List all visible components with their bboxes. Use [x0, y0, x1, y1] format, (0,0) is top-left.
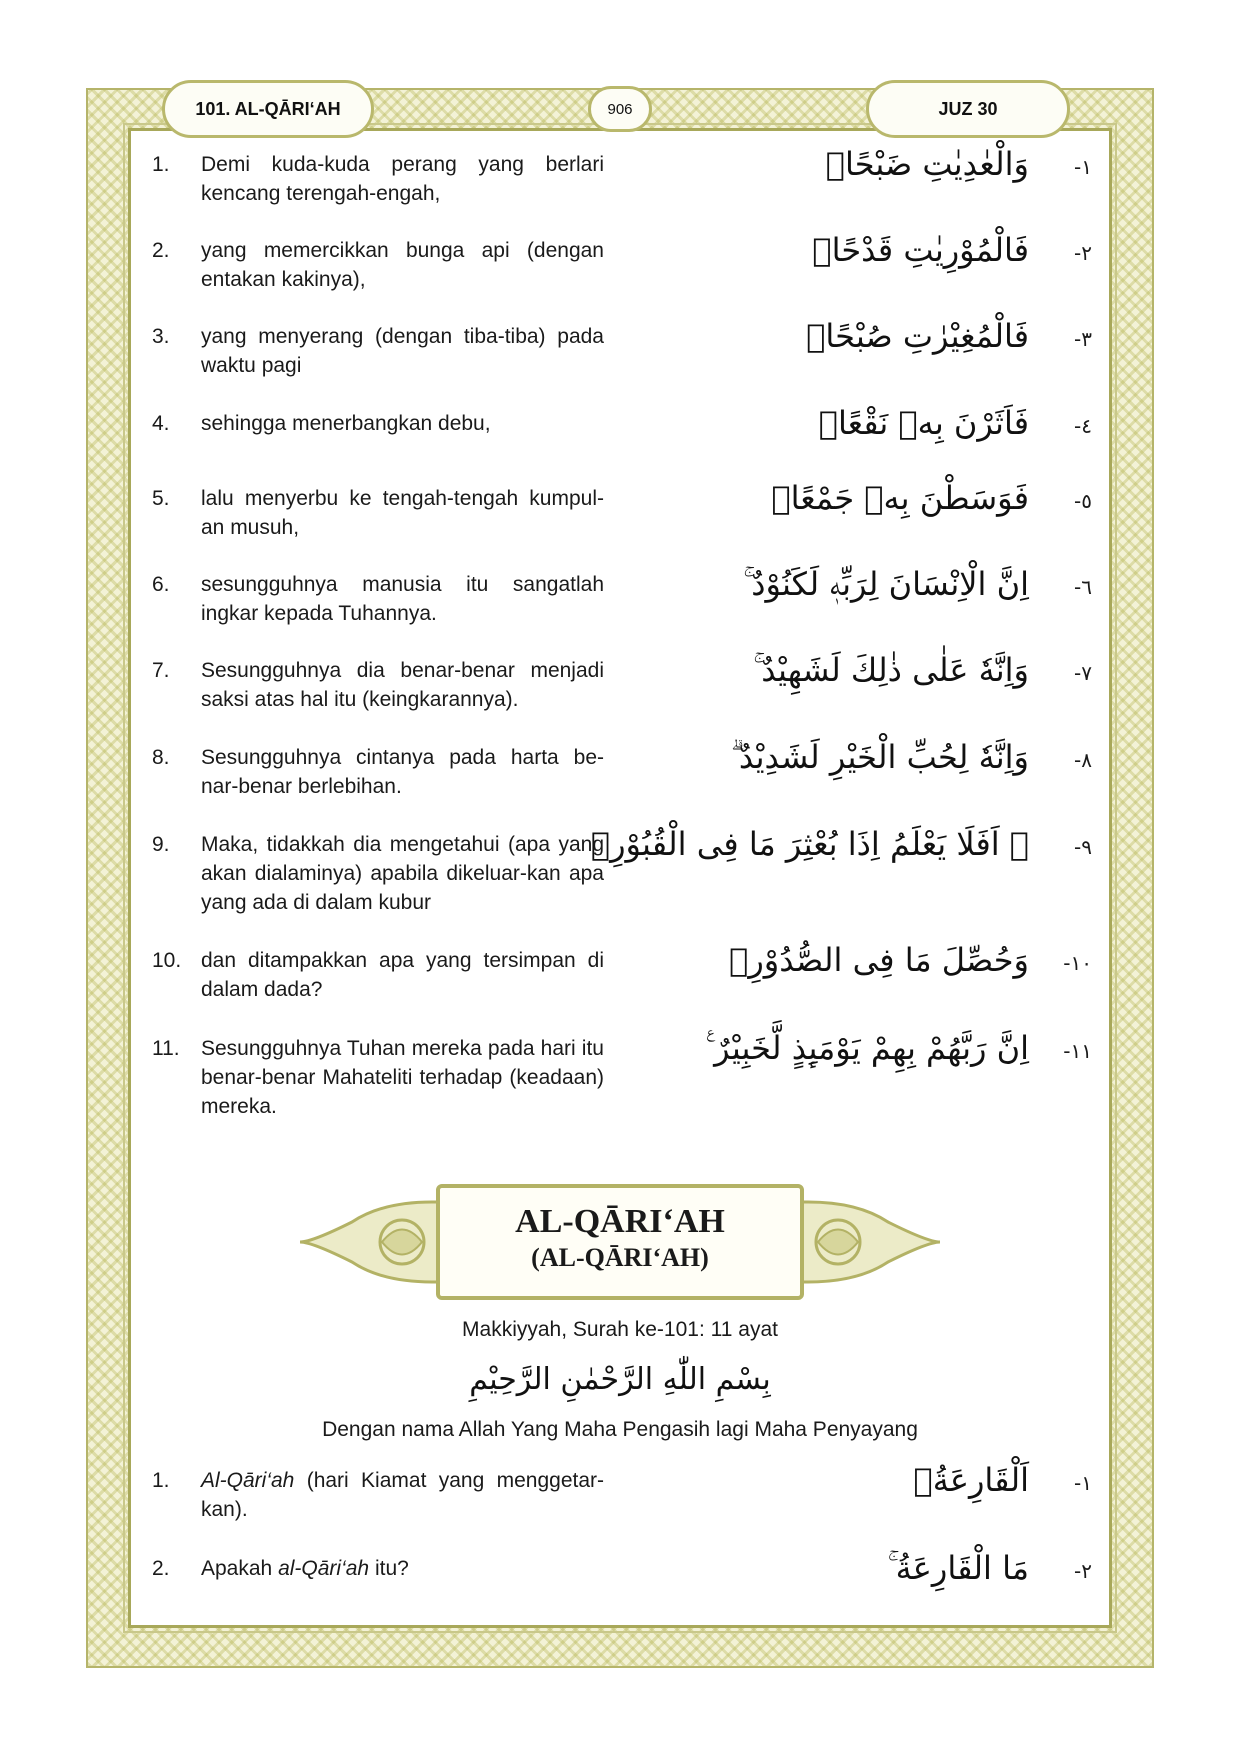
verse-translation: dan ditampakkan apa yang tersimpan di dalam dada? — [201, 949, 604, 1001]
arabic-verse-number: ٩- — [1074, 835, 1092, 859]
surah-title-banner — [292, 1184, 948, 1300]
verse-arabic: وَحُصِّلَ مَا فِى الصُّدُوْرِۙ — [729, 941, 1029, 979]
verse-translation: yang memercikkan bunga api (dengan entakan kakinya), — [201, 239, 604, 291]
verse-arabic: وَاِنَّهٗ عَلٰى ذٰلِكَ لَشَهِيْدٌ ۚ — [753, 651, 1029, 689]
verse-translation: yang menyerang (dengan tiba-tiba) pada waktu pagi — [201, 325, 604, 377]
verse-number: 6. — [152, 573, 170, 596]
surah-title: AL-QĀRI‘AH — [515, 1203, 725, 1240]
arabic-verse-number: ١- — [1074, 155, 1092, 179]
surah-header-label: 101. AL-QĀRI‘AH — [162, 80, 374, 138]
verse-arabic: فَوَسَطْنَ بِهٖ جَمْعًاۙ — [771, 479, 1029, 517]
verse-number: 10. — [152, 949, 182, 972]
arabic-verse-number: ٢- — [1074, 241, 1092, 265]
arabic-verse-number: ١- — [1074, 1471, 1092, 1495]
arabic-verse-number: ١١- — [1063, 1039, 1092, 1063]
verse-number: 8. — [152, 746, 170, 769]
surah-title-plaque — [436, 1184, 804, 1300]
arabic-verse-number: ٧- — [1074, 661, 1092, 685]
verse-arabic: اِنَّ الْاِنْسَانَ لِرَبِّهٖ لَكَنُوْدٌ ۚ — [743, 565, 1029, 603]
arabic-verse-number: ٥- — [1074, 489, 1092, 513]
verse-arabic: اِنَّ رَبَّهُمْ بِهِمْ يَوْمَىِٕذٍ لَّخَبِيْرٌ ࣖ — [706, 1029, 1029, 1067]
verse-translation: Sesungguhnya cintanya pada harta be-nar-benar berlebihan. — [201, 746, 604, 798]
arabic-verse-number: ٣- — [1074, 327, 1092, 351]
arabic-verse-number: ٤- — [1074, 414, 1092, 438]
arabic-verse-number: ٨- — [1074, 748, 1092, 772]
verse-translation: sehingga menerbangkan debu, — [201, 412, 491, 435]
verse-arabic: فَالْمُوْرِيٰتِ قَدْحًاۙ — [812, 231, 1029, 269]
verse-arabic: ۞ اَفَلَا يَعْلَمُ اِذَا بُعْثِرَ مَا فِى الْقُبُوْرِۙ — [590, 825, 1029, 863]
verse-translation: Demi kuda-kuda perang yang berlari kencang terengah-engah, — [201, 153, 604, 205]
verse-number: 11. — [152, 1037, 180, 1060]
verse-translation: Maka, tidakkah dia mengetahui (apa yang akan dialaminya) apabila dikeluar-kan apa yang ada di dalam kubur — [201, 833, 604, 914]
verse-number: 4. — [152, 412, 170, 435]
verse-number: 2. — [152, 1557, 170, 1580]
basmala: بِسْمِ اللّٰهِ الرَّحْمٰنِ الرَّحِيْمِ — [469, 1362, 771, 1397]
page-number: 906 — [588, 86, 652, 132]
verse-italic-term: al-Qāri‘ah — [278, 1557, 370, 1580]
verse-translation: lalu menyerbu ke tengah-tengah kumpul-an musuh, — [201, 487, 604, 539]
verse-arabic: فَالْمُغِيْرٰتِ صُبْحًاۙ — [806, 317, 1029, 355]
verse-italic-term: Al-Qāri‘ah — [201, 1469, 295, 1492]
verse-translation-rest: itu? — [369, 1557, 409, 1580]
arabic-verse-number: ٦- — [1074, 575, 1092, 599]
verse-translation-pre: Apakah — [201, 1557, 279, 1580]
verse-translation: Sesungguhnya dia benar-benar menjadi saksi atas hal itu (keingkarannya). — [201, 659, 604, 711]
surah-subtitle: (AL-QĀRI‘AH) — [531, 1243, 709, 1272]
verse-arabic: وَاِنَّهٗ لِحُبِّ الْخَيْرِ لَشَدِيْدٌ ۗ — [730, 738, 1029, 776]
verse-translation-rest: (hari Kiamat yang menggetar-kan). — [201, 1469, 604, 1521]
verse-arabic: وَالْعٰدِيٰتِ ضَبْحًاۙ — [825, 145, 1029, 183]
verse-number: 1. — [152, 1469, 170, 1492]
verse-number: 1. — [152, 153, 170, 176]
verse-translation — [201, 1554, 604, 1583]
verse-arabic: اَلْقَارِعَةُۙ — [913, 1461, 1029, 1499]
basmala-translation: Dengan nama Allah Yang Maha Pengasih lagi Maha Penyayang — [322, 1418, 918, 1441]
verse-number: 5. — [152, 487, 170, 510]
verse-translation: Sesungguhnya Tuhan mereka pada hari itu benar-benar Mahateliti terhadap (keadaan) mereka. — [201, 1037, 604, 1118]
verse-translation — [201, 1466, 604, 1524]
verse-number: 9. — [152, 833, 170, 856]
juz-label: JUZ 30 — [866, 80, 1070, 138]
verse-translation: sesungguhnya manusia itu sangatlah ingkar kepada Tuhannya. — [201, 573, 604, 625]
surah-info: Makkiyyah, Surah ke-101: 11 ayat — [462, 1318, 778, 1341]
verse-number: 2. — [152, 239, 170, 262]
verse-arabic: مَا الْقَارِعَةُ ۚ — [887, 1549, 1029, 1587]
arabic-verse-number: ٢- — [1074, 1559, 1092, 1583]
verse-arabic: فَاَثَرْنَ بِهٖ نَقْعًاۙ — [818, 404, 1029, 442]
arabic-verse-number: ١٠- — [1063, 951, 1092, 975]
verse-number: 7. — [152, 659, 170, 682]
verse-number: 3. — [152, 325, 170, 348]
